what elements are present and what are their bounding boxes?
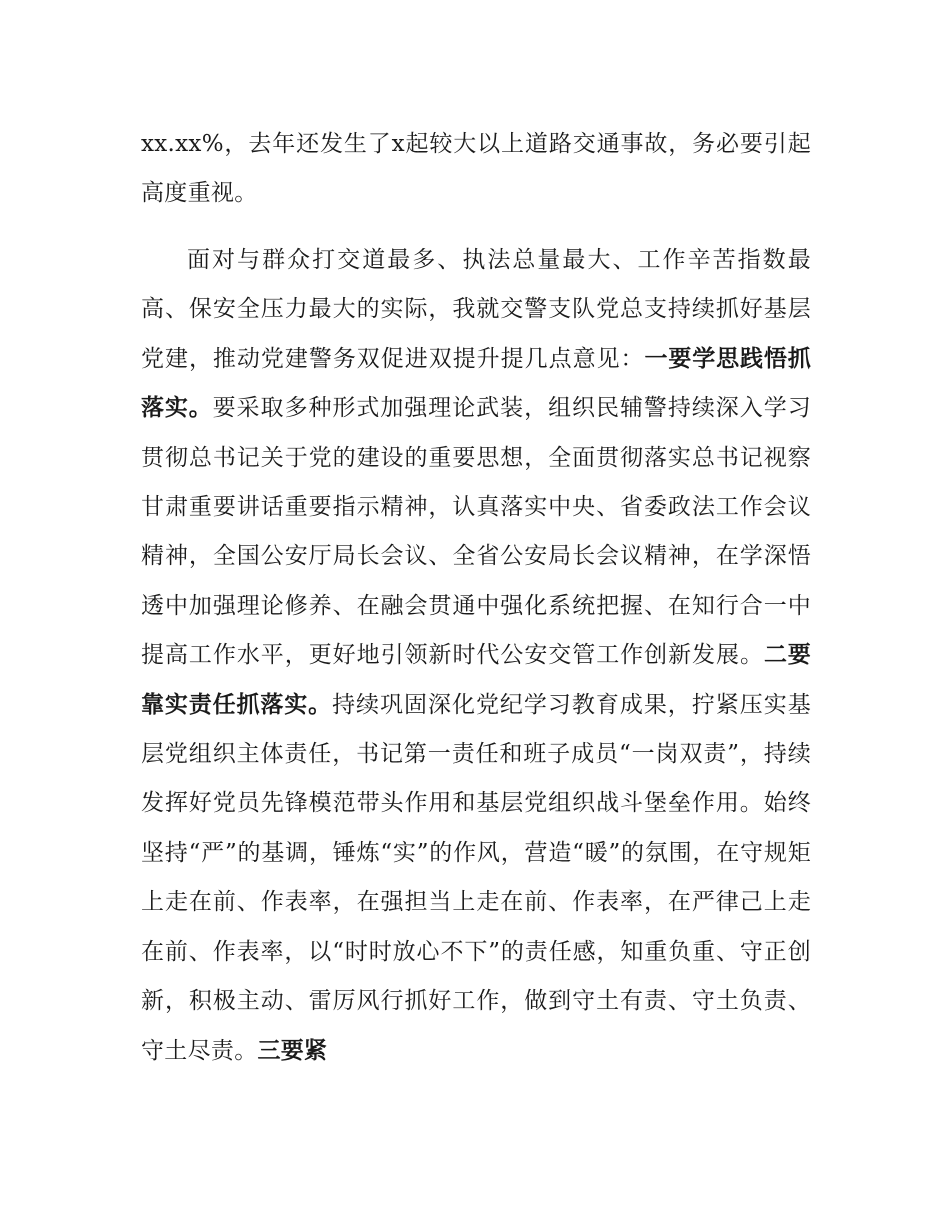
heading-point-1: 一要学思践悟抓落实。 <box>141 345 811 422</box>
body-point-2: 持续巩固深化党纪学习教育成果，拧紧压实基层党组织主体责任，书记第一责任和班子成员“一岗双责”，持续发挥好党员先锋模范带头作用和基层党组织战斗堡垒作用。始终坚持“严”的基调，锤炼“实”的作风，营造“暖”的氛围，在守规矩上走在前、作表率，在强担当上走在前、作表率，在严律己上走在前、作表率，以“时时放心不下”的责任感，知重负重、守正创新，积极主动、雷厉风行抓好工作，做到守土有责、守土负责、守土尽责。 <box>141 691 812 1064</box>
paragraph-intro: 面对与群众打交道最多、执法总量最大、工作辛苦指数最高、保安全压力最大的实际，我就交警支队党总支持续抓好基层党建，推动党建警务双促进双提升提几点意见： <box>141 247 811 372</box>
heading-point-3: 三要紧 <box>257 1037 328 1064</box>
paragraph-continuation: xx.xx%，去年还发生了x起较大以上道路交通事故，务必要引起高度重视。 <box>141 131 811 207</box>
heading-point-2: 二要靠实责任抓落实。 <box>141 642 811 718</box>
paragraph-opinions <box>141 236 811 1076</box>
body-point-1: 要采取多种形式加强理论武装，组织民辅警持续深入学习贯彻总书记关于党的建设的重要思想，全面贯彻落实总书记视察甘肃重要讲话重要指示精神，认真落实中央、省委政法工作会议精神，全国公安厅局长会议、全省公安局长会议精神，在学深悟透中加强理论修养、在融会贯通中强化系统把握、在知行合一中提高工作水平，更好地引领新时代公安交管工作创新发展。 <box>141 395 811 669</box>
